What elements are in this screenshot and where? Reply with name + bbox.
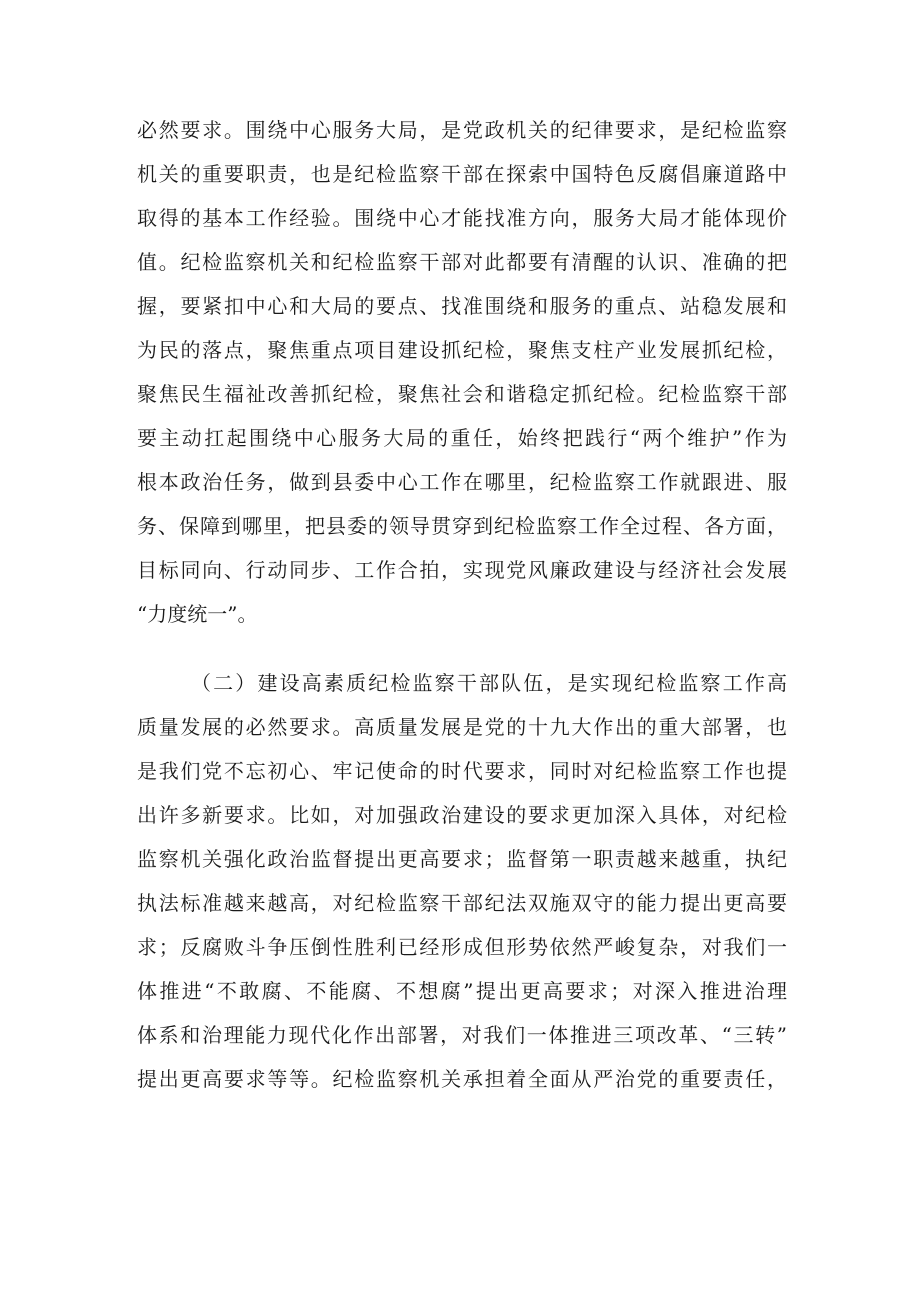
text-line: 务、保障到哪里，把县委的领导贯穿到纪检监察工作全过程、各方面，	[137, 514, 787, 538]
text-line: 监察机关强化政治监督提出更高要求；监督第一职责越来越重，执纪	[137, 847, 787, 871]
text-line: “力度统一”。	[137, 602, 258, 626]
text-line: 握，要紧扣中心和大局的要点、找准围绕和服务的重点、站稳发展和	[137, 294, 787, 318]
text-line: 机关的重要职责，也是纪检监察干部在探索中国特色反腐倡廉道路中	[137, 162, 787, 186]
paragraph-1	[137, 108, 787, 636]
text-line: 要主动扛起围绕中心服务大局的重任，始终把践行“两个维护”作为	[137, 426, 787, 450]
text-line: 执法标准越来越高，对纪检监察干部纪法双施双守的能力提出更高要	[137, 891, 787, 915]
text-line: 质量发展的必然要求。高质量发展是党的十九大作出的重大部署，也	[137, 715, 787, 739]
document-body	[137, 108, 787, 1101]
text-line: 根本政治任务，做到县委中心工作在哪里，纪检监察工作就跟进、服	[137, 470, 787, 494]
text-line: 取得的基本工作经验。围绕中心才能找准方向，服务大局才能体现价	[137, 206, 787, 230]
text-line: 必然要求。围绕中心服务大局，是党政机关的纪律要求，是纪检监察	[137, 118, 787, 142]
text-line: 提出更高要求等等。纪检监察机关承担着全面从严治党的重要责任，	[137, 1067, 787, 1091]
text-line: （二）建设高素质纪检监察干部队伍，是实现纪检监察工作高	[191, 671, 787, 695]
text-line: 体推进“不敢腐、不能腐、不想腐”提出更高要求；对深入推进治理	[137, 979, 787, 1003]
paragraph-2	[137, 661, 787, 1101]
text-line: 目标同向、行动同步、工作合拍，实现党风廉政建设与经济社会发展	[137, 558, 787, 582]
text-line: 求；反腐败斗争压倒性胜利已经形成但形势依然严峻复杂，对我们一	[137, 935, 787, 959]
text-line: 值。纪检监察机关和纪检监察干部对此都要有清醒的认识、准确的把	[137, 250, 787, 274]
paragraph-spacer	[137, 636, 787, 661]
text-line: 出许多新要求。比如，对加强政治建设的要求更加深入具体，对纪检	[137, 803, 787, 827]
text-line: 是我们党不忘初心、牢记使命的时代要求，同时对纪检监察工作也提	[137, 759, 787, 783]
text-line: 为民的落点，聚焦重点项目建设抓纪检，聚焦支柱产业发展抓纪检，	[137, 338, 787, 362]
text-line: 体系和治理能力现代化作出部署，对我们一体推进三项改革、“三转”	[137, 1023, 787, 1047]
text-line: 聚焦民生福祉改善抓纪检，聚焦社会和谐稳定抓纪检。纪检监察干部	[137, 382, 787, 406]
